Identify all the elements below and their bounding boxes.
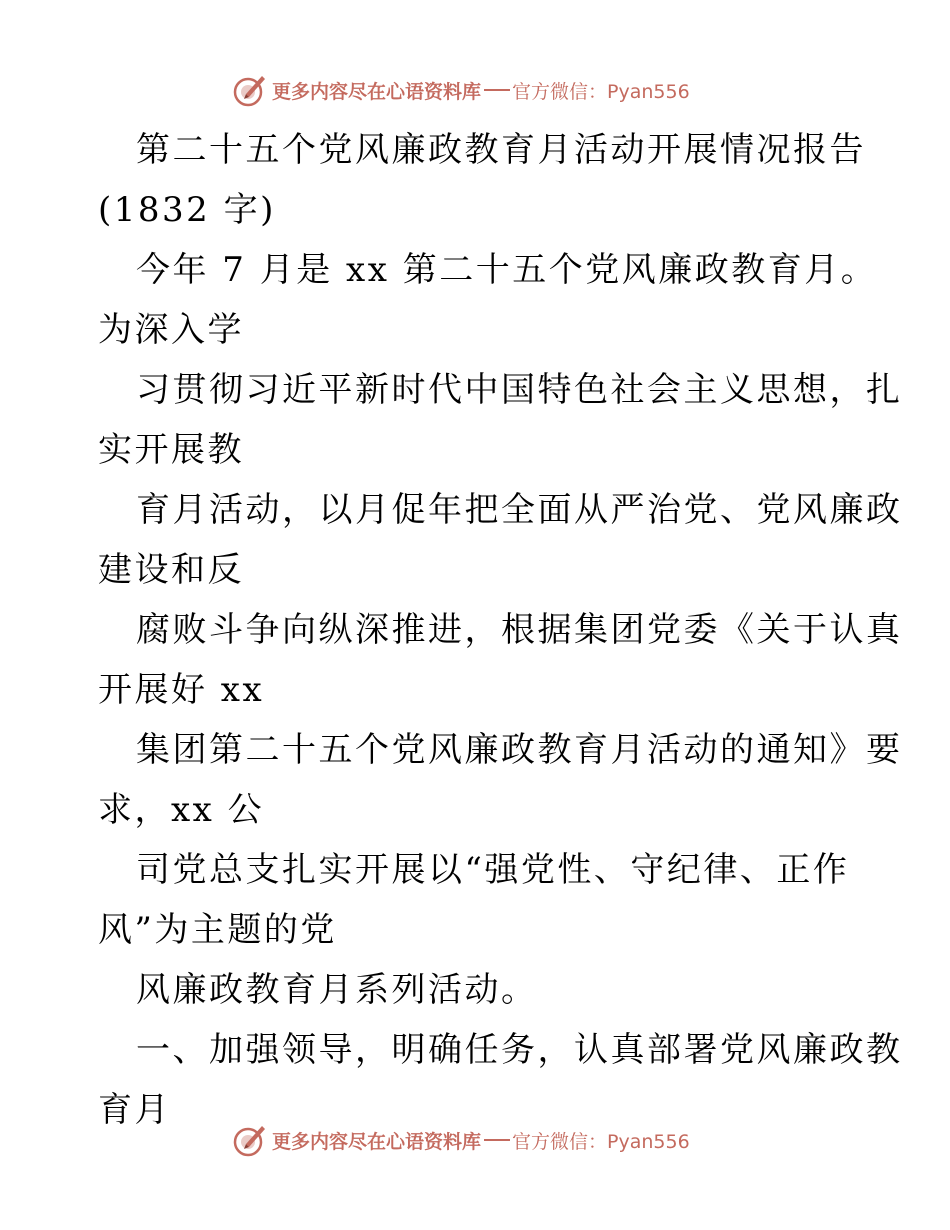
- doc-line: 育月: [98, 1090, 171, 1130]
- watermark-dash: [484, 89, 510, 91]
- doc-line: 习贯彻习近平新时代中国特色社会主义思想，扎: [136, 370, 903, 410]
- doc-line: 育月活动，以月促年把全面从严治党、党风廉政: [136, 490, 903, 530]
- document-body: [98, 120, 903, 1140]
- doc-line: (1832 字): [98, 190, 276, 230]
- doc-line: 开展好 xx: [98, 670, 265, 710]
- doc-line: 建设和反: [98, 550, 244, 590]
- watermark-site-name: 更多内容尽在心语资料库: [272, 80, 482, 103]
- header-watermark: [232, 70, 690, 110]
- watermark-dash: [484, 1139, 510, 1141]
- watermark-site-name: 更多内容尽在心语资料库: [272, 1130, 482, 1153]
- watermark-contact: 官方微信：Pyan556: [512, 80, 690, 103]
- doc-line: 实开展教: [98, 430, 244, 470]
- footer-watermark: [232, 1120, 690, 1160]
- doc-line: 为深入学: [98, 310, 244, 350]
- doc-line: 腐败斗争向纵深推进，根据集团党委《关于认真: [136, 610, 903, 650]
- doc-section-heading: 一、加强领导，明确任务，认真部署党风廉政教: [136, 1030, 903, 1070]
- pen-nib-icon: [232, 1122, 268, 1158]
- watermark-contact: 官方微信：Pyan556: [512, 1130, 690, 1153]
- pen-nib-icon: [232, 72, 268, 108]
- doc-title: 第二十五个党风廉政教育月活动开展情况报告: [136, 130, 866, 170]
- doc-line: 司党总支扎实开展以“强党性、守纪律、正作: [136, 850, 850, 890]
- doc-line: 集团第二十五个党风廉政教育月活动的通知》要: [136, 730, 903, 770]
- doc-line: 风”为主题的党: [98, 910, 337, 950]
- doc-line: 今年 7 月是 xx 第二十五个党风廉政教育月。: [136, 250, 878, 290]
- doc-line: 求，xx 公: [98, 790, 265, 830]
- doc-line: 风廉政教育月系列活动。: [136, 970, 538, 1010]
